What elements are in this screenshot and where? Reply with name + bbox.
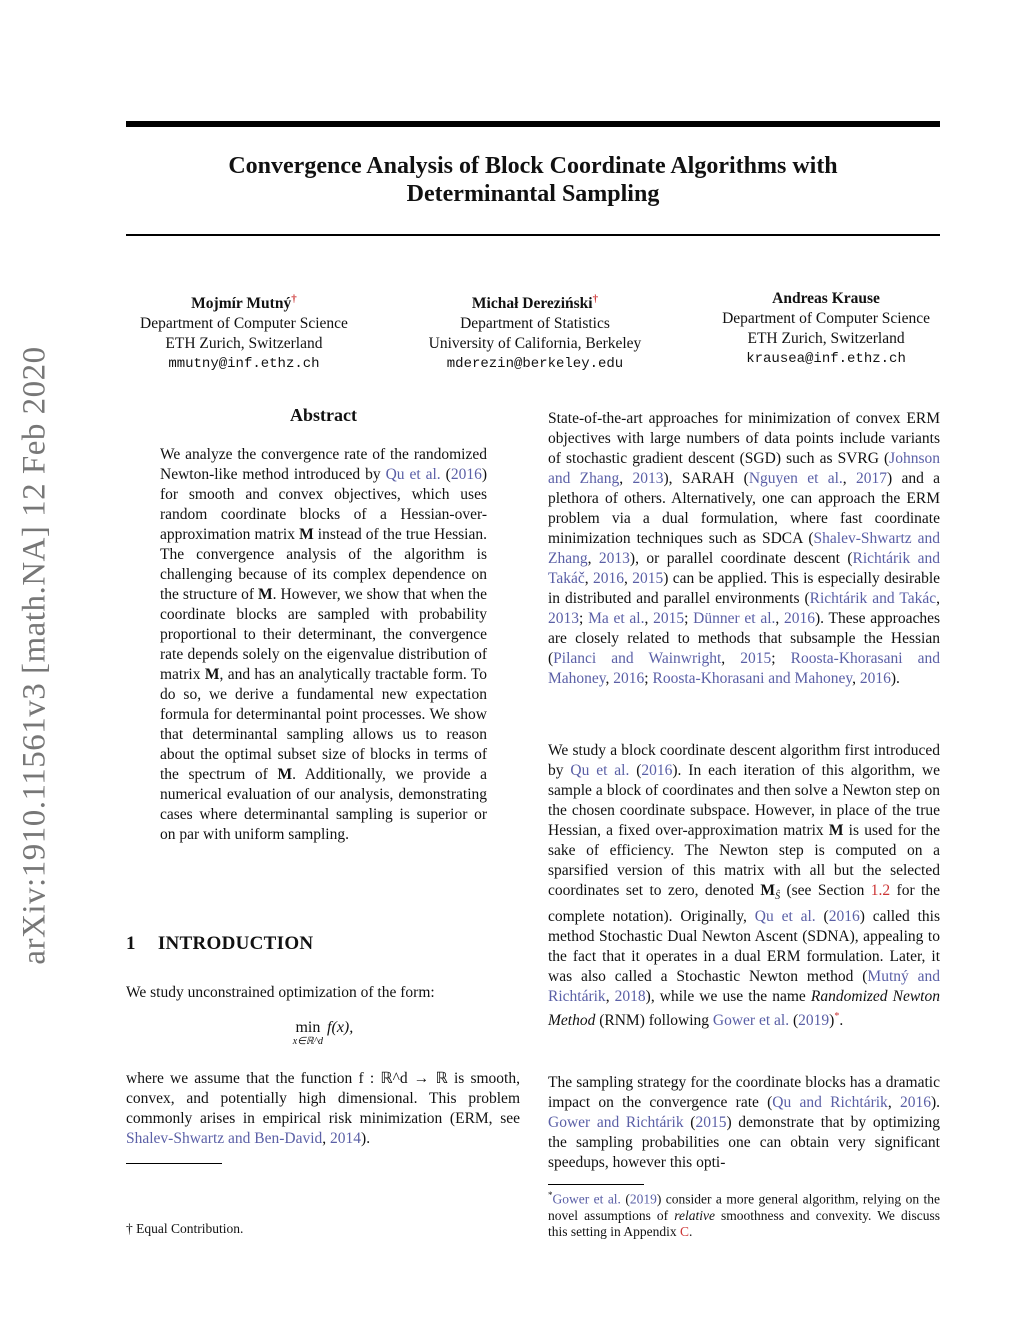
citation-year-link[interactable]: 2017 — [855, 470, 887, 487]
citation-link[interactable]: Ma et al. — [588, 610, 645, 627]
title-top-rule — [126, 121, 940, 127]
citation-year-link[interactable]: 2015 — [653, 610, 685, 627]
citation-link[interactable]: Qu et al. — [385, 466, 441, 483]
equation-min-operator: min x∈ℝ^d — [292, 1019, 324, 1047]
citation-year-link[interactable]: 2016 — [613, 670, 645, 687]
citation-link[interactable]: Roosta-Khorasani and Mahoney — [652, 670, 853, 687]
equation-body: f(x), — [327, 1019, 354, 1036]
intro-paragraph-2: where we assume that the function f : ℝ^d → ℝ is smooth, convex, and potentially high dimensional. This problem commonly arises in empirical risk minimization (ERM, see Shalev-Shwartz and Ben-David, 2014). — [126, 1070, 520, 1147]
citation-year-link[interactable]: 2015 — [695, 1114, 727, 1131]
author-email[interactable]: mderezin@berkeley.edu — [446, 356, 624, 373]
author-inst: ETH Zurich, Switzerland — [747, 330, 905, 347]
footnote-marker-link[interactable]: * — [834, 1011, 840, 1023]
citation-link[interactable]: Nguyen et al. — [748, 470, 843, 487]
citation-year-link[interactable]: 2016 — [784, 610, 816, 627]
paper-title — [126, 152, 940, 208]
appendix-ref-link[interactable]: C — [680, 1223, 690, 1239]
section-ref-link[interactable]: 1.2 — [870, 882, 891, 899]
citation-year-link[interactable]: 2019 — [629, 1191, 657, 1207]
intro-paragraph-1: We study unconstrained optimization of the form: — [126, 984, 435, 1001]
citation-year-link[interactable]: 2019 — [798, 1012, 830, 1030]
author-inst: University of California, Berkeley — [428, 335, 642, 353]
author-email[interactable]: mmutny@inf.ethz.ch — [168, 356, 320, 373]
citation-year-link[interactable]: 2015 — [632, 570, 664, 587]
title-line-1: Convergence Analysis of Block Coordinate Algorithms with — [228, 153, 838, 179]
right-paragraph-1: State-of-the-art approaches for minimization of convex ERM objectives with large numbers of data points include variants of stochastic gradient descent (SGD) such as SVRG (Johnson and Zhang, 2013), SARAH (Nguyen et al., 2017) and a plethora of others. Alternatively, one can approach the ERM problem via a dual formulation, where fast coordinate minimization techniques such as SDCA (Shalev-Shwartz and Zhang, 2013), or parallel coordinate descent (Richtárik and Takáč, 2016, 2015) can be applied. This is especially desirable in distributed and parallel environments (Richtárik and Takác, 2013; Ma et al., 2015; Dünner et al., 2016). These approaches are closely related to methods that subsample the Hessian (Pilanci and Wainwright, 2015; Roosta-Khorasani and Mahoney, 2016; Roosta-Khorasani and Mahoney, 2016). — [548, 410, 941, 687]
citation-year-link[interactable]: 2016 — [641, 762, 673, 779]
citation-year-link[interactable]: 2018 — [614, 988, 646, 1006]
footnote-equal-contribution: † Equal Contribution. — [126, 1221, 244, 1236]
citation-link[interactable]: Roosta-Khorasani and Mahoney — [548, 650, 940, 687]
citation-year-link[interactable]: 2016 — [899, 1094, 931, 1111]
citation-link[interactable]: Pilanci and Wainwright — [553, 650, 722, 667]
citation-link[interactable]: Shalev-Shwartz and Ben-David — [126, 1130, 323, 1147]
citation-link[interactable]: Qu et al. — [754, 908, 816, 926]
citation-year-link[interactable]: 2013 — [598, 550, 630, 567]
arxiv-stamp-text: arXiv:1910.11561v3 [math.NA] 12 Feb 2020 — [16, 345, 53, 965]
citation-year-link[interactable]: 2016 — [593, 570, 625, 587]
right-paragraph-2: We study a block coordinate descent algorithm first introduced by Qu et al. (2016). In each iteration of this algorithm, we sample a block of coordinates and then solve a Newton step on the chosen coordinate subspace. However, in place of the true Hessian, a fixed over-approximation matrix M is used for the sake of efficiency. The Newton step is computed on a sparsified version of this matrix with all but the selected coordinates set to zero, denoted $M_Ŝ$ (see Section 1.2 for the complete notation). Originally, Qu et al. (2016) called this method Stochastic Dual Newton Ascent (SDNA), appealing to the fact that it operates in a dual ERM formulation. Later, it was also called a Stochastic Newton method (Mutný and Richtárik, 2018), while we use the name Randomized Newton Method (RNM) following Gower et al. (2019)*. — [548, 742, 941, 1030]
author-name: Andreas Krause — [772, 290, 880, 307]
citation-link[interactable]: Dünner et al. — [693, 610, 776, 627]
abstract-body: We analyze the convergence rate of the randomized Newton-like method introduced by Qu et al. (2016) for smooth and convex objectives, which uses random coordinate blocks of a Hessian-over-approximation matrix M instead of the true Hessian. The convergence analysis of the algorithm is challenging because of its complex dependence on the structure of M. However, we show that when the coordinate blocks are sampled with probability proportional to their determinant, the convergence rate depends solely on the eigenvalue distribution of matrix M, and has an analytically tractable form. To do so, we derive a fundamental new expectation formula for determinantal point processes. We show that determinantal sampling allows us to reason about the optimal subset size of blocks in terms of the spectrum of M. Additionally, we provide a numerical evaluation of our analysis, demonstrating cases where determinantal sampling is superior or on par with uniform sampling. — [160, 446, 488, 843]
citation-link[interactable]: Gower et al. — [552, 1191, 621, 1207]
author-2 — [429, 289, 642, 374]
footnote-rule-left — [126, 1163, 222, 1164]
citation-link[interactable]: Richtárik and Takáč — [548, 550, 940, 587]
author-dept: Department of Statistics — [460, 315, 610, 333]
citation-year-link[interactable]: 2013 — [632, 470, 664, 487]
citation-link[interactable]: Qu et al. — [570, 762, 630, 779]
citation-year-link[interactable]: 2016 — [828, 908, 860, 926]
author-name: Michał Dereziński† — [471, 293, 599, 313]
citation-year-link[interactable]: 2016 — [859, 670, 891, 687]
right-paragraph-3: The sampling strategy for the coordinate blocks has a dramatic impact on the convergence rate (Qu and Richtárik, 2016). Gower and Richtárik (2015) demonstrate that by optimizing the sampling probabilities one can obtain very significant speedups, however this opti- — [548, 1074, 940, 1171]
citation-link[interactable]: Johnson and Zhang — [548, 450, 940, 487]
citation-year-link[interactable]: 2015 — [740, 650, 772, 667]
author-block — [140, 289, 930, 374]
citation-link[interactable]: Gower and Richtárik — [548, 1114, 684, 1131]
author-dept: Department of Computer Science — [140, 315, 348, 333]
arxiv-stamp — [5, 330, 65, 980]
author-name: Mojmír Mutný† — [191, 293, 297, 313]
author-email[interactable]: krausea@inf.ethz.ch — [746, 351, 906, 367]
title-bottom-rule — [126, 234, 940, 236]
section-heading-introduction: 1 INTRODUCTION — [126, 933, 314, 954]
author-dept: Department of Computer Science — [722, 310, 930, 327]
author-3 — [722, 289, 930, 374]
citation-link[interactable]: Shalev-Shwartz and Zhang — [548, 530, 940, 567]
title-line-2: Determinantal Sampling — [406, 181, 660, 207]
abstract-heading: Abstract — [290, 405, 357, 425]
footnote-rule-right — [548, 1184, 644, 1185]
citation-link[interactable]: Mutný and Richtárik — [548, 968, 940, 1006]
citation-link[interactable]: Qu and Richtárik — [772, 1094, 888, 1111]
equation-min-f — [126, 1019, 520, 1047]
author-inst: ETH Zurich, Switzerland — [165, 335, 323, 353]
citation-year-link[interactable]: 2013 — [548, 610, 579, 627]
author-1 — [140, 289, 348, 374]
citation-year-link[interactable]: 2016 — [450, 466, 482, 483]
citation-year-link[interactable]: 2014 — [330, 1130, 362, 1147]
citation-link[interactable]: Gower et al. — [712, 1012, 790, 1030]
footnote-gower: *Gower et al. (2019) consider a more general algorithm, relying on the novel assumptions of relative smoothness and convexity. We discuss this setting in Appendix C. — [548, 1190, 940, 1239]
citation-link[interactable]: Richtárik and Takác — [809, 590, 937, 607]
